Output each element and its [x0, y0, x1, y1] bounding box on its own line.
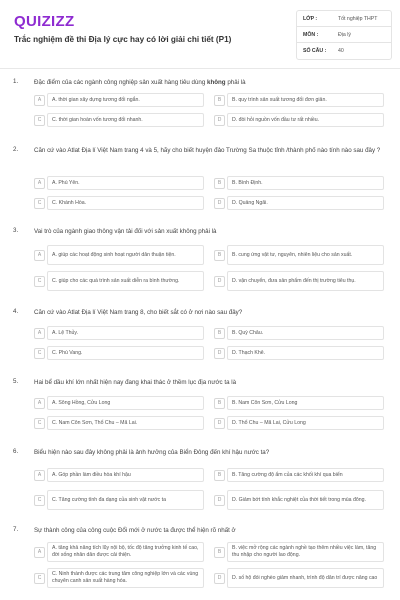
option-letter: C [34, 348, 45, 359]
question-number: 5. [13, 378, 19, 385]
question-text: Căn cứ vào Atlat Địa lí Việt Nam trang 8, cho biết sắt có ở nơi nào sau đây? [34, 309, 243, 316]
option-d[interactable] [214, 568, 384, 588]
option-d[interactable] [214, 113, 384, 127]
option-d[interactable] [214, 490, 384, 510]
option-text: D. Thổ Chu – Mã Lai, Cửu Long [227, 416, 384, 430]
option-text: C. Phú Vang. [47, 346, 204, 360]
option-letter: A [34, 547, 45, 558]
question-text-emphasis: không [207, 79, 226, 86]
option-letter: C [34, 115, 45, 126]
option-c[interactable] [34, 490, 204, 510]
option-a[interactable] [34, 326, 204, 340]
question-number: 2. [13, 146, 19, 153]
option-letter: D [214, 276, 225, 287]
option-letter: B [214, 250, 225, 261]
option-d[interactable] [214, 416, 384, 430]
worksheet-title: Trắc nghiệm đề thi Địa lý cực hay có lời giải chi tiết (P1) [14, 35, 232, 44]
option-c[interactable] [34, 346, 204, 360]
option-c[interactable] [34, 271, 204, 291]
option-a[interactable] [34, 396, 204, 410]
option-b[interactable] [214, 468, 384, 482]
option-a[interactable] [34, 468, 204, 482]
question-text: Hai bể dầu khí lớn nhất hiện nay đang khai thác ở thềm lục địa nước ta là [34, 379, 237, 386]
option-text: C. Tăng cường tính đa dạng của sinh vật nước ta [47, 490, 204, 510]
option-text: B. Tăng cường độ ẩm của các khối khí qua biển [227, 468, 384, 482]
option-text: D. đòi hỏi nguồn vốn đầu tư rất nhiều. [227, 113, 384, 127]
option-letter: D [214, 573, 225, 584]
meta-label: MÔN : [303, 31, 319, 38]
option-b[interactable] [214, 326, 384, 340]
question-text: Sự thành công của công cuộc Đổi mới ở nước ta được thể hiện rõ nhất ở [34, 527, 236, 534]
option-text: A. Góp phần làm điều hòa khí hậu [47, 468, 204, 482]
option-a[interactable] [34, 542, 204, 562]
option-letter: A [34, 250, 45, 261]
meta-label: LỚP : [303, 15, 318, 22]
option-d[interactable] [214, 196, 384, 210]
option-letter: C [34, 573, 45, 584]
option-text: D. Quảng Ngãi. [227, 196, 384, 210]
option-letter: C [34, 276, 45, 287]
question-text: Căn cứ vào Atlat Địa lí Việt Nam trang 4 và 5, hãy cho biết huyện đảo Trường Sa thuộc tỉnh /thành phố nào tính nào sau đây ? [34, 147, 381, 154]
question-text-part: phải là [225, 79, 246, 86]
option-letter: B [214, 398, 225, 409]
option-text: D. vận chuyển, đưa sản phẩm đến thị trường tiêu thụ. [227, 271, 384, 291]
option-d[interactable] [214, 346, 384, 360]
meta-value: Địa lý [338, 31, 351, 38]
option-letter: A [34, 398, 45, 409]
option-letter: B [214, 95, 225, 106]
meta-value: Tốt nghiệp THPT [338, 15, 378, 22]
option-text: B. cung ứng vật tư, nguyên, nhiên liệu cho sản xuất. [227, 245, 384, 265]
option-letter: A [34, 328, 45, 339]
option-text: B. quy trình sản xuất tương đối đơn giản. [227, 93, 384, 107]
option-text: A. tăng khả năng tích lũy nội bộ, tốc độ tăng trưởng kinh tế cao, đời sống nhân dân được cải thiện. [47, 542, 204, 562]
option-text: B. việc mở rộng các ngành nghề tạo thêm nhiều việc làm, tăng thu nhập cho người lao động. [227, 542, 384, 562]
worksheet-meta [296, 10, 392, 60]
option-text: A. Sông Hồng, Cửu Long [47, 396, 204, 410]
option-letter: D [214, 115, 225, 126]
option-text: B. Quỳ Châu. [227, 326, 384, 340]
question-text [34, 78, 384, 87]
worksheet-header [0, 0, 400, 68]
option-text: A. Phú Yên. [47, 176, 204, 190]
option-text: D. Thạch Khê. [227, 346, 384, 360]
option-c[interactable] [34, 416, 204, 430]
header-divider [0, 68, 400, 69]
option-d[interactable] [214, 271, 384, 291]
option-b[interactable] [214, 176, 384, 190]
option-letter: A [34, 470, 45, 481]
quizizz-logo: QUIZIZZ [14, 13, 75, 30]
option-letter: B [214, 470, 225, 481]
meta-row-grade [297, 11, 391, 27]
question-text: Biểu hiện nào sau đây không phải là ảnh hưởng của Biển Đông đến khí hậu nước ta? [34, 449, 270, 456]
option-a[interactable] [34, 176, 204, 190]
option-a[interactable] [34, 93, 204, 107]
question-number: 3. [13, 227, 19, 234]
option-letter: D [214, 348, 225, 359]
question-text-part: Đặc điểm của các ngành công nghiệp sản xuất hàng tiêu dùng [34, 79, 208, 86]
meta-row-count [297, 43, 391, 59]
option-letter: B [214, 328, 225, 339]
option-text: A. thời gian xây dựng tương đối ngắn. [47, 93, 204, 107]
option-text: D. số hộ đói nghèo giảm nhanh, trình độ dân trí được nâng cao [227, 568, 384, 588]
option-text: B. Nam Côn Sơn, Cửu Long [227, 396, 384, 410]
option-b[interactable] [214, 93, 384, 107]
question-number: 6. [13, 448, 19, 455]
option-text: D. Giảm bớt tính khắc nghiệt của thời tiết trong mùa đông. [227, 490, 384, 510]
question-number: 1. [13, 78, 19, 85]
option-letter: A [34, 178, 45, 189]
option-text: B. Bình Định. [227, 176, 384, 190]
option-b[interactable] [214, 245, 384, 265]
option-letter: B [214, 178, 225, 189]
option-letter: C [34, 495, 45, 506]
option-letter: C [34, 418, 45, 429]
option-text: C. thời gian hoàn vốn tương đối nhanh. [47, 113, 204, 127]
option-c[interactable] [34, 568, 204, 588]
option-text: C. Nam Côn Sơn, Thổ Chu – Mã Lai. [47, 416, 204, 430]
question-text: Vai trò của ngành giao thông vận tải đối với sản xuất không phải là [34, 228, 217, 235]
option-letter: C [34, 198, 45, 209]
meta-label: SỐ CÂU : [303, 48, 327, 54]
option-letter: A [34, 95, 45, 106]
option-b[interactable] [214, 396, 384, 410]
option-c[interactable] [34, 113, 204, 127]
option-a[interactable] [34, 245, 204, 265]
option-text: C. Ninh thành được các trung tâm công nghiệp lớn và các vùng chuyên canh sản xuất hàng hóa. [47, 568, 204, 588]
option-text: A. Lệ Thủy. [47, 326, 204, 340]
option-letter: B [214, 547, 225, 558]
option-letter: D [214, 418, 225, 429]
option-b[interactable] [214, 542, 384, 562]
meta-value: 40 [338, 48, 344, 54]
option-text: A. giúp các hoạt động sinh hoạt người dân thuận tiện. [47, 245, 204, 265]
question-number: 4. [13, 308, 19, 315]
option-text: C. Khánh Hòa. [47, 196, 204, 210]
meta-row-subject [297, 27, 391, 43]
option-c[interactable] [34, 196, 204, 210]
option-text: C. giúp cho các quá trình sản xuất diễn ra bình thường. [47, 271, 204, 291]
option-letter: D [214, 495, 225, 506]
question-number: 7. [13, 526, 19, 533]
option-letter: D [214, 198, 225, 209]
